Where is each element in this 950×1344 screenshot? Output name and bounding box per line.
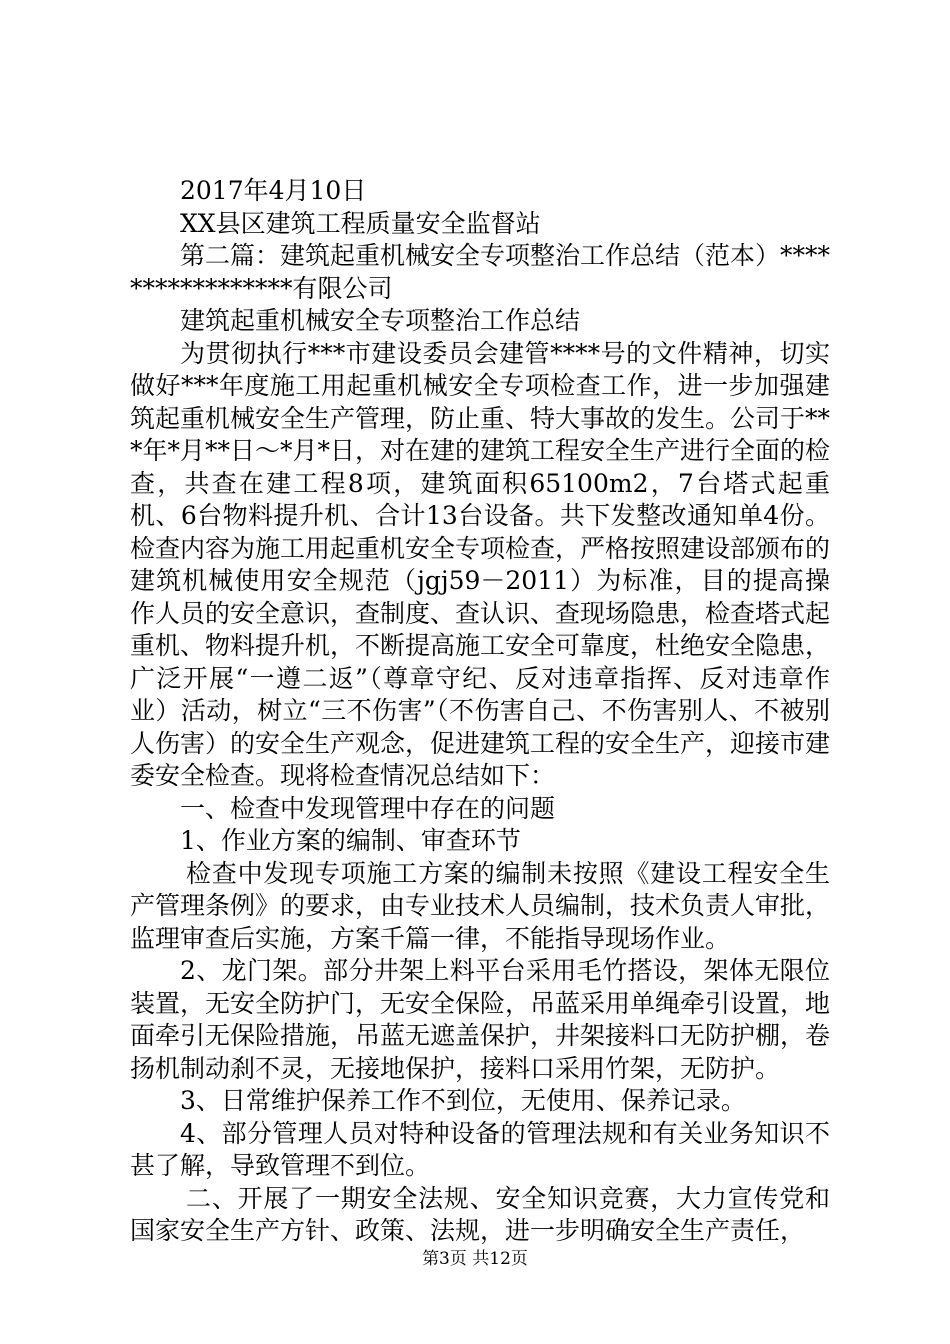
item-1-heading: 1、作业方案的编制、审查环节	[180, 826, 521, 855]
section-2-paragraph: 二、开展了一期安全法规、安全知识竞赛，大力宣传党和国家安全生产方针、政策、法规，进一步明确安全生产责任，	[130, 1183, 830, 1245]
issuer-line: XX县区建筑工程质量安全监督站	[180, 208, 541, 238]
page-footer: 第3页 共12页	[422, 1249, 528, 1269]
section-heading: 第二篇：建筑起重机械安全专项整治工作总结（范本）*****************有限公司	[130, 241, 831, 303]
document-body	[130, 175, 830, 1248]
item-3-paragraph: 3、日常维护保养工作不到位，无使用、保养记录。	[180, 1086, 746, 1115]
item-2-paragraph: 2、龙门架。部分井架上料平台采用毛竹搭设，架体无限位装置，无安全防护门，无安全保险，吊蓝采用单绳牵引设置，地面牵引无保险措施，吊蓝无遮盖保护，井架接料口无防护棚，卷扬机制动刹不灵，无接地保护，接料口采用竹架，无防护。	[130, 956, 831, 1083]
intro-paragraph: 为贯彻执行***市建设委员会建管****号的文件精神，切实做好***年度施工用起重机械安全专项检查工作，进一步加强建筑起重机械安全生产管理，防止重、特大事故的发生。公司于***年*月**日～*月*日，对在建的建筑工程安全生产进行全面的检查，共查在建工程8项，建筑面积65100m2，7台塔式起重机、6台物料提升机、合计13台设备。共下发整改通知单4份。检查内容为施工用起重机安全专项检查，严格按照建设部颁布的建筑机械使用安全规范（jgj59－2011）为标准，目的提高操作人员的安全意识，查制度、查认识、查现场隐患，检查塔式起重机、物料提升机，不断提高施工安全可靠度，杜绝安全隐患，广泛开展“一遵二返”（尊章守纪、反对违章指挥、反对违章作业）活动，树立“三不伤害”（不伤害自己、不伤害别人、不被别人伤害）的安全生产观念，促进建筑工程的安全生产，迎接市建委安全检查。现将检查情况总结如下：	[130, 338, 831, 790]
document-title: 建筑起重机械安全专项整治工作总结	[180, 306, 581, 335]
date-line: 2017年4月10日	[180, 176, 367, 205]
item-4-paragraph: 4、部分管理人员对特种设备的管理法规和有关业务知识不甚了解，导致管理不到位。	[130, 1118, 830, 1180]
item-1-paragraph: 检查中发现专项施工方案的编制未按照《建设工程安全生产管理条例》的要求，由专业技术人员编制，技术负责人审批，监理审查后实施，方案千篇一律，不能指导现场作业。	[130, 858, 831, 953]
problems-heading: 一、检查中发现管理中存在的问题	[180, 793, 556, 823]
